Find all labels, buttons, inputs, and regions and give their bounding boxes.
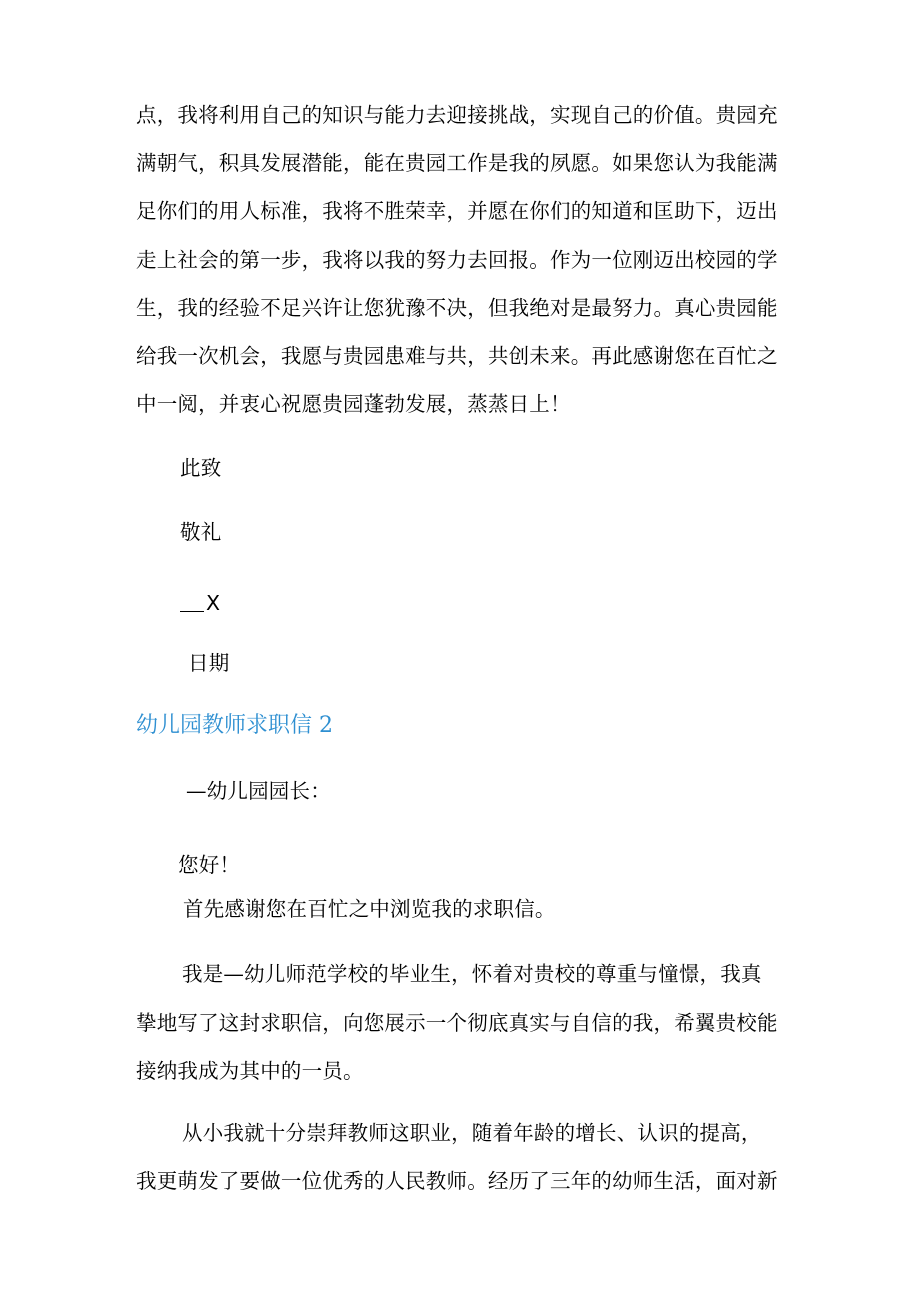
section-heading: 幼儿园教师求职信 2: [136, 713, 333, 738]
paragraph-line: 足你们的用人标准，我将不胜荣幸，并愿在你们的知道和匡助下，迈出: [136, 199, 778, 223]
salutation: —幼儿园园长：: [186, 779, 331, 803]
paragraph-line: 挚地写了这封求职信，向您展示一个彻底真实与自信的我，希翼贵校能: [136, 1011, 778, 1035]
paragraph-line: 满朝气，积具发展潜能，能在贵园工作是我的夙愿。如果您认为我能满: [136, 151, 778, 175]
greeting: 您好！: [178, 853, 241, 877]
paragraph-line: 给我一次机会，我愿与贵园患难与共，共创未来。再此感谢您在百忙之: [136, 344, 778, 368]
signature-line: [180, 591, 840, 615]
paragraph-line: 点，我将利用自己的知识与能力去迎接挑战，实现自己的价值。贵园充: [136, 103, 778, 127]
paragraph-line: 走上社会的第一步，我将以我的努力去回报。作为一位刚迈出校园的学: [136, 248, 778, 272]
paragraph-line: 我是—幼儿师范学校的毕业生，怀着对贵校的尊重与憧憬，我真: [182, 962, 762, 986]
closing-cizhi: 此致: [180, 456, 222, 480]
intro-line: 首先感谢您在百忙之中浏览我的求职信。: [183, 897, 556, 921]
date-label: 日期: [188, 651, 230, 675]
paragraph-line: 接纳我成为其中的一员。: [136, 1059, 364, 1083]
closing-jingli: 敬礼: [180, 520, 222, 544]
signature-blank: [180, 593, 204, 612]
signature-name: X: [206, 591, 221, 615]
paragraph-line: 我更萌发了要做一位优秀的人民教师。经历了三年的幼师生活，面对新: [136, 1169, 778, 1193]
paragraph-line: 从小我就十分崇拜教师这职业，随着年龄的增长、认识的提高，: [182, 1121, 762, 1145]
paragraph-line: 生，我的经验不足兴许让您犹豫不决，但我绝对是最努力。真心贵园能: [136, 296, 778, 320]
paragraph-line: 中一阅，并衷心祝愿贵园蓬勃发展，蒸蒸日上！: [136, 392, 571, 416]
